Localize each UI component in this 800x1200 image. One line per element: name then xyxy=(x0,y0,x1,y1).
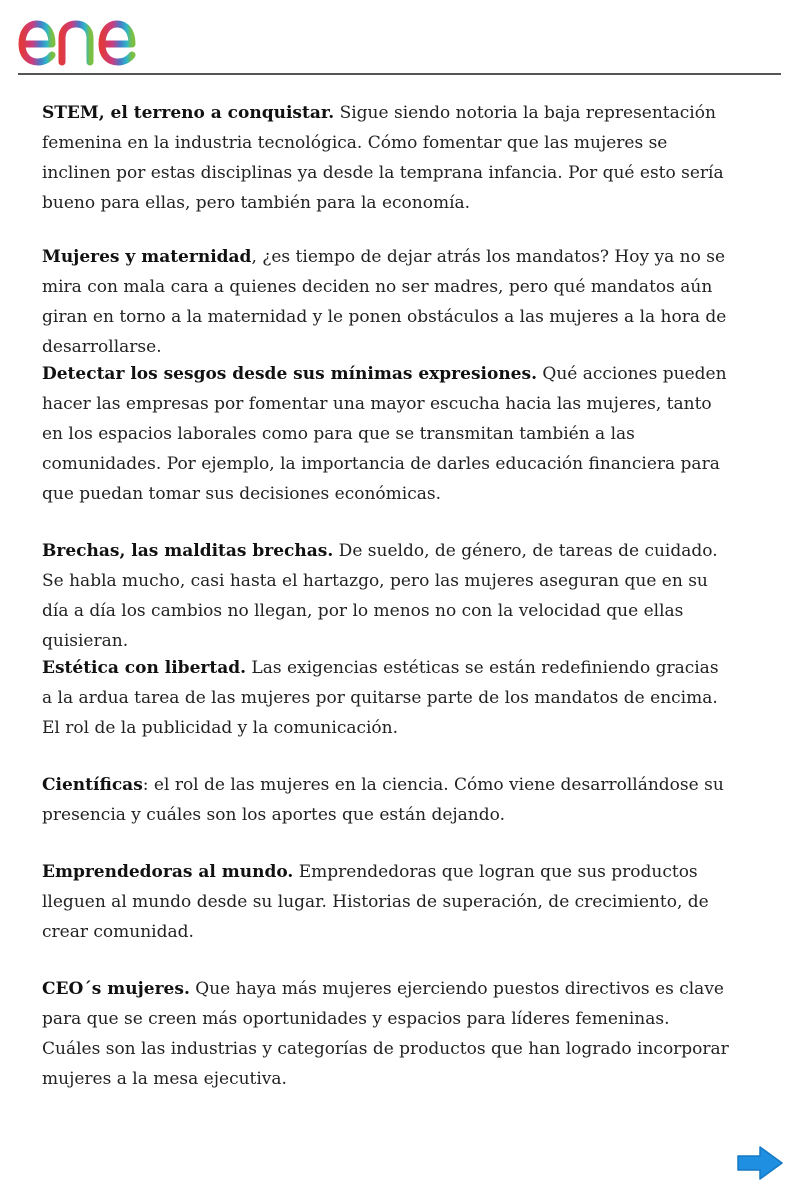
paragraph-body: Sigue siendo notoria la baja representación femenina en la industria tecnológica. Cómo fomentar que las mujeres se inclinen por estas disciplinas ya desde la temprana infancia. Por qué esto sería bueno para ellas, pero también para la economía. xyxy=(42,103,724,213)
paragraph-body: Que haya más mujeres ejerciendo puestos directivos es clave para que se creen más oportunidades y espacios para líderes femeninas. Cuáles son las industrias y categorías de productos que han logrado incorporar mujeres a la mesa ejecutiva. xyxy=(42,979,729,1089)
paragraph-body: : el rol de las mujeres en la ciencia. Cómo viene desarrollándose su presencia y cuáles son los aportes que están dejando. xyxy=(42,775,724,825)
paragraph-body: Las exigencias estéticas se están redefiniendo gracias a la ardua tarea de las mujeres por quitarse parte de los mandatos de encima. El rol de la publicidad y la comunicación. xyxy=(42,658,719,738)
article-paragraph xyxy=(42,98,732,218)
enel-logo xyxy=(18,6,180,66)
article-paragraph xyxy=(42,536,732,656)
paragraph-body: De sueldo, de género, de tareas de cuidado. Se habla mucho, casi hasta el hartazgo, pero las mujeres aseguran que en su día a día los cambios no llegan, por lo menos no con la velocidad que ellas quisieran. xyxy=(42,541,718,651)
paragraph-lead: Brechas, las malditas brechas. xyxy=(42,541,334,561)
article-paragraph xyxy=(42,359,732,509)
article-paragraph xyxy=(42,857,732,947)
paragraph-lead: Emprendedoras al mundo. xyxy=(42,862,294,882)
paragraph-lead: Mujeres y maternidad xyxy=(42,247,252,267)
paragraph-body: , ¿es tiempo de dejar atrás los mandatos? Hoy ya no se mira con mala cara a quienes deciden no ser madres, pero qué mandatos aún giran en torno a la maternidad y le ponen obstáculos a las mujeres a la hora de desarrollarse. xyxy=(42,247,727,357)
paragraph-lead: STEM, el terreno a conquistar. xyxy=(42,103,335,123)
article-paragraph xyxy=(42,974,732,1094)
paragraph-body: Qué acciones pueden hacer las empresas por fomentar una mayor escucha hacia las mujeres, tanto en los espacios laborales como para que se transmitan también a las comunidades. Por ejemplo, la importancia de darles educación financiera para que puedan tomar sus decisiones económicas. xyxy=(42,364,727,504)
paragraph-lead: Científicas xyxy=(42,775,143,795)
paragraph-lead: CEO´s mujeres. xyxy=(42,979,190,999)
article-paragraph xyxy=(42,770,732,830)
article-paragraph xyxy=(42,653,732,743)
header-divider xyxy=(18,73,781,75)
paragraph-lead: Estética con libertad. xyxy=(42,658,247,678)
next-arrow-icon[interactable] xyxy=(734,1145,786,1181)
paragraph-body: Emprendedoras que logran que sus productos lleguen al mundo desde su lugar. Historias de superación, de crecimiento, de crear comunidad. xyxy=(42,862,709,942)
article-paragraph xyxy=(42,242,732,362)
paragraph-lead: Detectar los sesgos desde sus mínimas expresiones. xyxy=(42,364,537,384)
